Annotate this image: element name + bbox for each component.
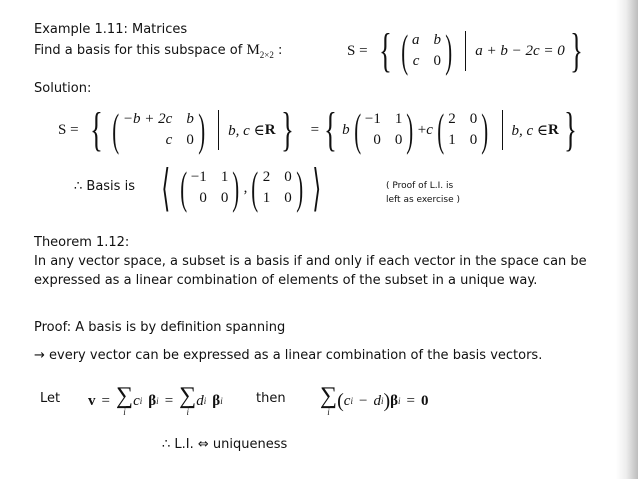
theorem-line-2: expressed as a linear combination of elements of the subset in a unique way. (34, 273, 538, 288)
slide-edge-shadow (616, 0, 638, 479)
basis-set: ⟨ ( −1 1 0 0 ) , ( 2 0 1 0 ) ⟩ (161, 160, 322, 216)
matrix-basis-2: 2 0 1 0 (448, 111, 478, 148)
then-label: then (256, 391, 286, 406)
solution-label: Solution: (34, 81, 92, 96)
basis-label: ∴ Basis is (74, 179, 135, 194)
proof-line-2: → every vector can be expressed as a linear combination of the basis vectors. (34, 348, 543, 363)
matrix-abc0: a b c 0 (411, 32, 441, 69)
let-label: Let (40, 391, 61, 406)
theorem-title: Theorem 1.12: (34, 235, 130, 250)
proof-difference: ∑ i ( c i − d i ) β i = 0 (320, 383, 429, 417)
theorem-line-1: In any vector space, a subset is a basis if and only if each vector in the space can be (34, 254, 587, 269)
solution-equation: S = { ( −b + 2c b c 0 ) b, c ∈ R } = { b ( −1 1 0 0 ) + c ( 2 0 1 0 ) b, c ∈ R } (58, 103, 577, 156)
proof-expansion: v = ∑ i c i β i = ∑ i d i β i (88, 383, 223, 417)
example-prompt: Find a basis for this subspace of $M_{2\times 2}$ : (34, 42, 283, 60)
conclusion: ∴ L.I. ⇔ uniqueness (162, 437, 288, 452)
matrix-basis-1: −1 1 0 0 (364, 111, 403, 148)
proof-note: ( Proof of L.I. is left as exercise ) (386, 181, 461, 205)
matrix-param: −b + 2c b c 0 (122, 111, 194, 148)
example-title: Example 1.11: Matrices (34, 22, 188, 37)
subspace-definition: S = { ( a b c 0 ) a + b − 2c = 0 } (347, 24, 583, 77)
proof-line-1: Proof: A basis is by definition spanning (34, 320, 286, 335)
